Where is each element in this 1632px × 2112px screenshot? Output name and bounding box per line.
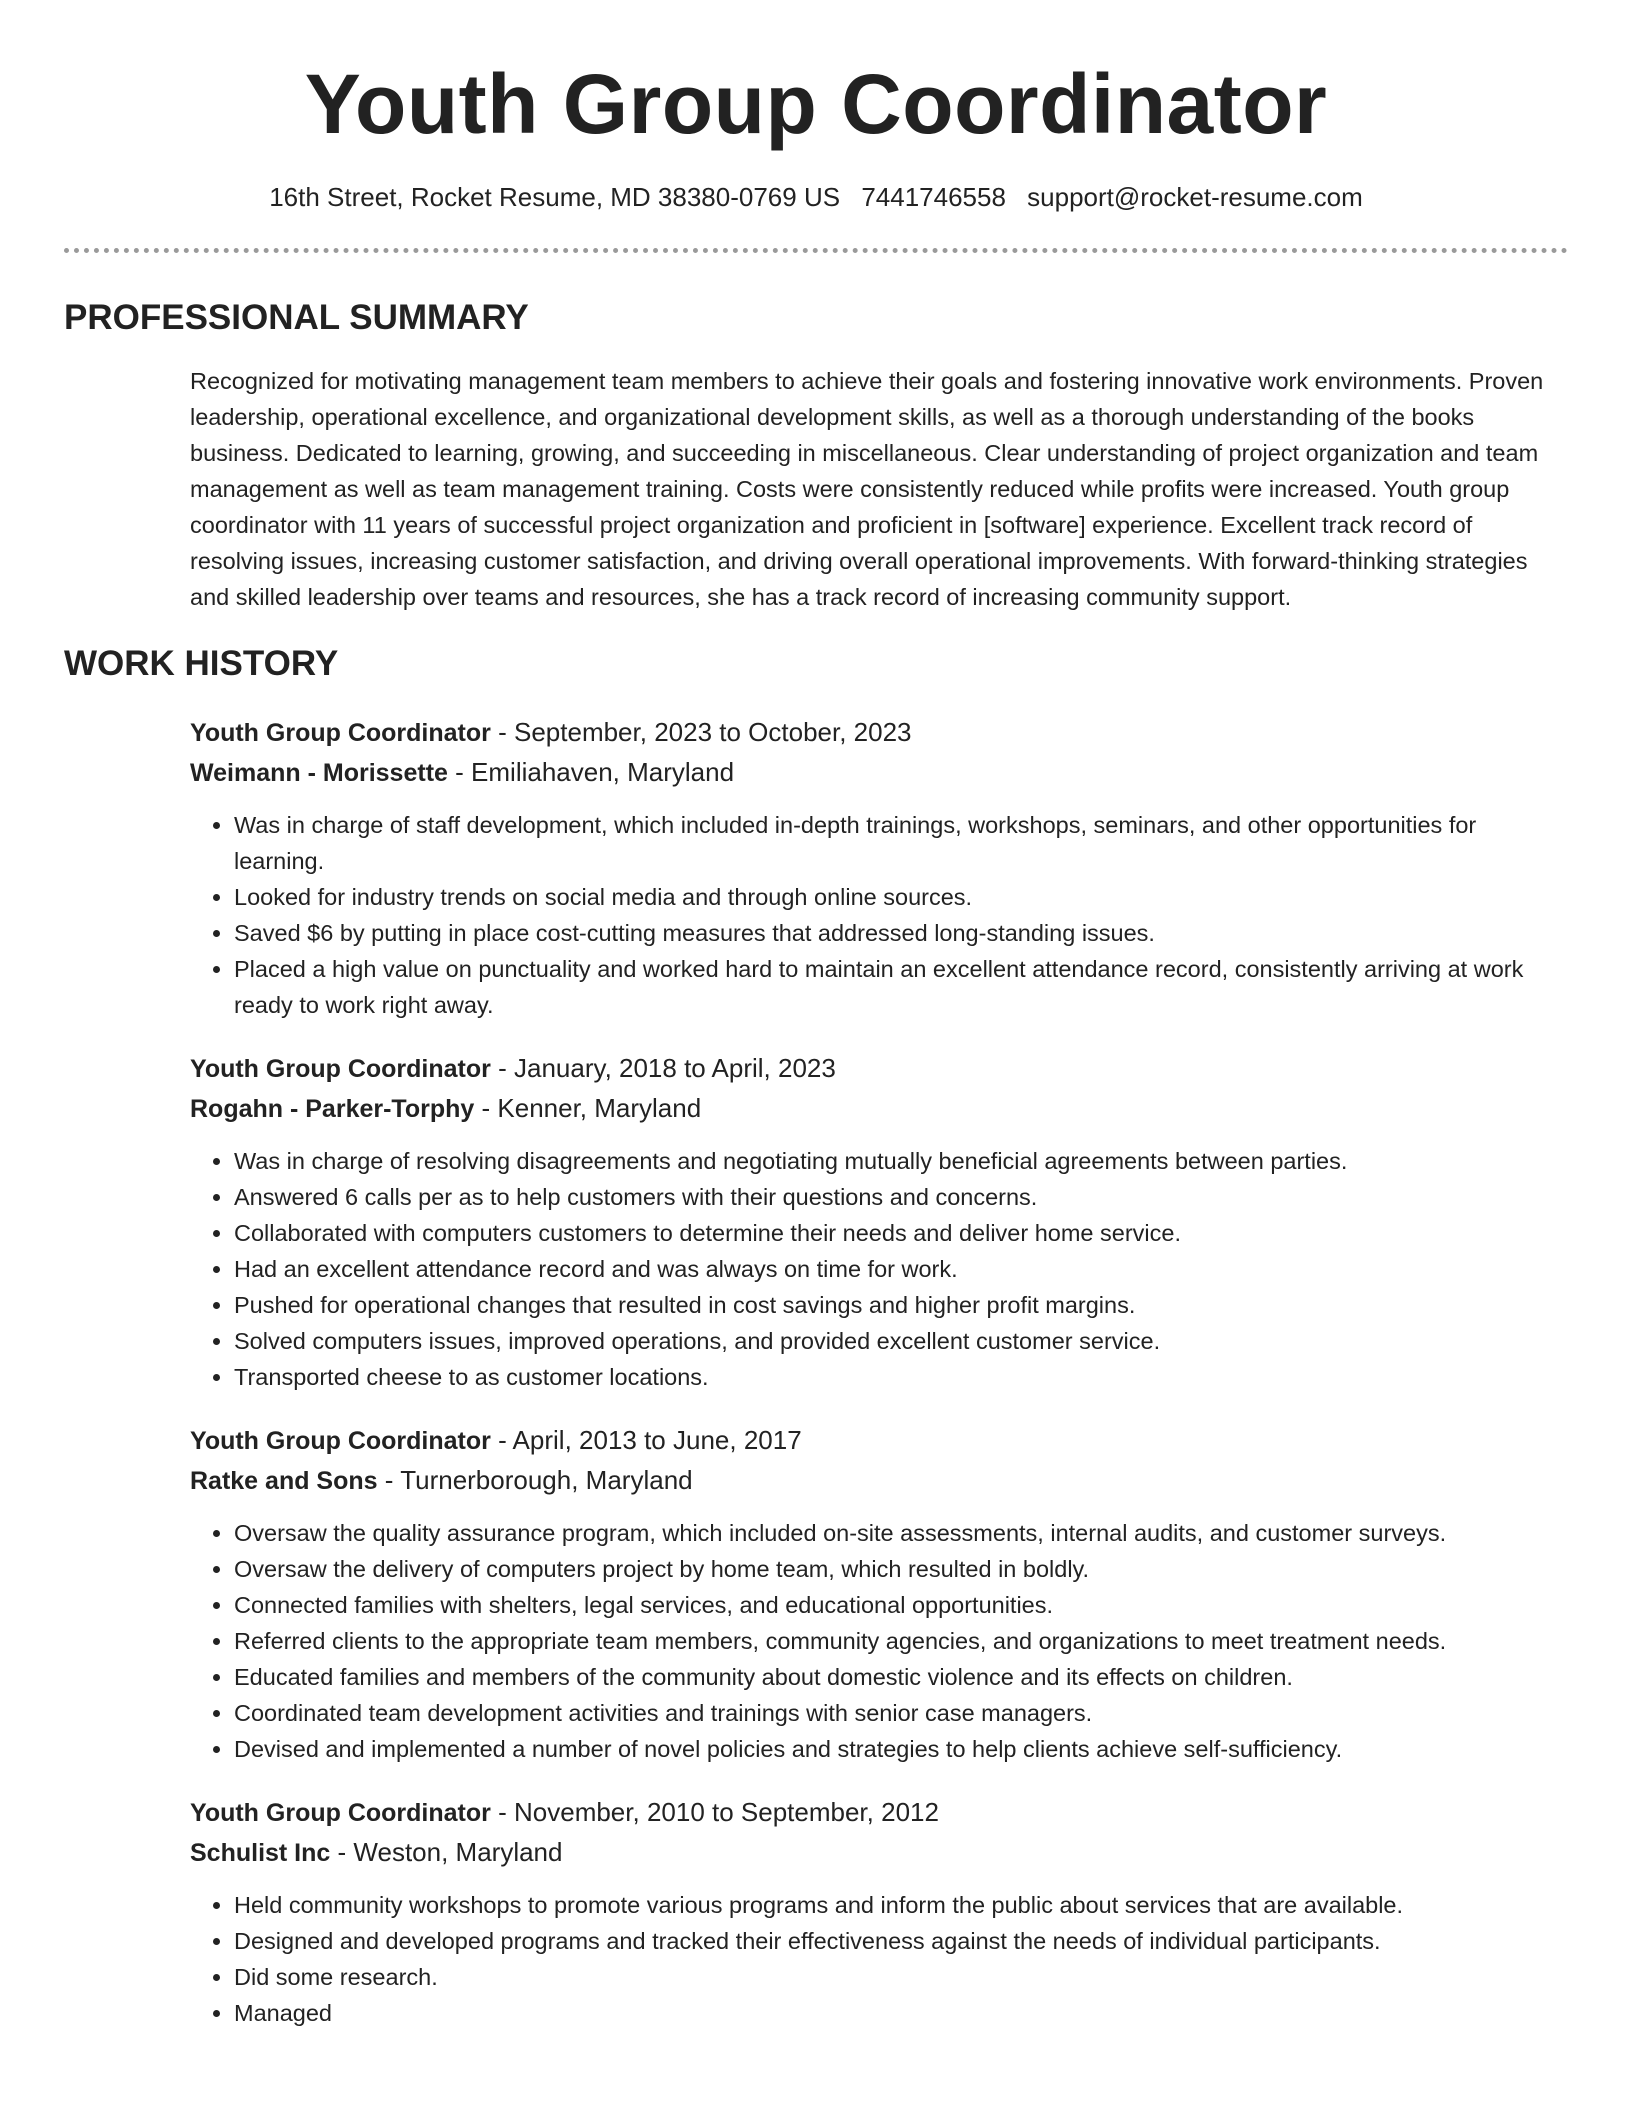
job-bullet: • Did some research. [234,1959,1568,1995]
job-location: - Turnerborough, Maryland [377,1465,693,1495]
job-dates: - November, 2010 to September, 2012 [490,1797,939,1827]
job-bullet: • Devised and implemented a number of novel policies and strategies to help clients achieve self-sufficiency. [234,1731,1568,1767]
job-bullets [190,1515,1568,1767]
job-role: Youth Group Coordinator [190,719,491,747]
job-bullets [190,1887,1568,2031]
job-bullet: • Had an excellent attendance record and was always on time for work. [234,1251,1568,1287]
job-bullets [190,1143,1568,1395]
job-company-line [190,753,1568,793]
job-bullet: • Held community workshops to promote various programs and inform the public about services that are available. [234,1887,1568,1923]
job-bullet: • Saved $6 by putting in place cost-cutting measures that addressed long-standing issues. [234,915,1568,951]
summary-heading: PROFESSIONAL SUMMARY [64,298,529,337]
job-company: Ratke and Sons [190,1467,378,1495]
job-title-line [190,713,1568,753]
header-divider [64,248,1568,253]
job-bullet: • Educated families and members of the community about domestic violence and its effects on children. [234,1659,1568,1695]
contact-email: support@rocket-resume.com [1027,182,1363,212]
job-location: - Weston, Maryland [330,1837,563,1867]
contact-address: 16th Street, Rocket Resume, MD 38380-0769 US [269,182,841,212]
job-dates: - January, 2018 to April, 2023 [490,1053,836,1083]
job-bullet: • Solved computers issues, improved operations, and provided excellent customer service. [234,1323,1568,1359]
job-bullet: • Looked for industry trends on social media and through online sources. [234,879,1568,915]
job-bullet: • Transported cheese to as customer locations. [234,1359,1568,1395]
job-bullet: • Collaborated with computers customers to determine their needs and deliver home service. [234,1215,1568,1251]
job-title-line [190,1049,1568,1089]
job-company-line [190,1089,1568,1129]
job-bullet: • Referred clients to the appropriate team members, community agencies, and organizations to meet treatment needs. [234,1623,1568,1659]
summary-text: Recognized for motivating management team members to achieve their goals and fostering innovative work environments. Proven leadership, operational excellence, and organizational development skills, as well as a thorough understanding of the books business. Dedicated to learning, growing, and succeeding in miscellaneous. Clear understanding of project organization and team management as well as team management training. Costs were consistently reduced while profits were increased. Youth group coordinator with 11 years of successful project organization and proficient in [software] experience. Excellent track record of resolving issues, increasing customer satisfaction, and driving overall operational improvements. With forward-thinking strategies and skilled leadership over teams and resources, she has a track record of increasing community support. [190,368,1544,610]
contact-phone: 7441746558 [861,182,1006,212]
job-role: Youth Group Coordinator [190,1427,491,1455]
job-role: Youth Group Coordinator [190,1055,491,1083]
job-company: Rogahn - Parker-Torphy [190,1095,475,1123]
job-bullet: • Answered 6 calls per as to help customers with their questions and concerns. [234,1179,1568,1215]
job-company: Schulist Inc [190,1839,331,1867]
job-dates: - April, 2013 to June, 2017 [490,1425,802,1455]
job-entry [190,1049,1568,1395]
job-location: - Emiliahaven, Maryland [447,757,735,787]
job-bullet: • Designed and developed programs and tracked their effectiveness against the needs of individual participants. [234,1923,1568,1959]
job-bullet: • Was in charge of resolving disagreements and negotiating mutually beneficial agreements between parties. [234,1143,1568,1179]
job-company-line [190,1833,1568,1873]
job-title-line [190,1421,1568,1461]
job-bullet: • Was in charge of staff development, which included in-depth trainings, workshops, seminars, and other opportunities for learning. [234,807,1568,879]
job-role: Youth Group Coordinator [190,1799,491,1827]
job-entry [190,713,1568,1023]
job-company: Weimann - Morissette [190,759,448,787]
job-bullet: • Connected families with shelters, legal services, and educational opportunities. [234,1587,1568,1623]
job-bullets [190,807,1568,1023]
job-entry [190,1421,1568,1767]
job-bullet: • Managed [234,1995,1568,2031]
job-bullet: • Placed a high value on punctuality and worked hard to maintain an excellent attendance record, consistently arriving at work ready to work right away. [234,951,1568,1023]
job-bullet: • Oversaw the quality assurance program, which included on-site assessments, internal audits, and customer surveys. [234,1515,1568,1551]
job-entry [190,1793,1568,2031]
job-dates: - September, 2023 to October, 2023 [490,717,912,747]
resume-name: Youth Group Coordinator [304,57,1328,151]
work-history-heading: WORK HISTORY [64,644,339,683]
job-location: - Kenner, Maryland [474,1093,702,1123]
contact-line [64,180,1568,214]
job-bullet: • Coordinated team development activities and trainings with senior case managers. [234,1695,1568,1731]
job-bullet: • Oversaw the delivery of computers project by home team, which resulted in boldly. [234,1551,1568,1587]
job-company-line [190,1461,1568,1501]
job-bullet: • Pushed for operational changes that resulted in cost savings and higher profit margins. [234,1287,1568,1323]
job-title-line [190,1793,1568,1833]
